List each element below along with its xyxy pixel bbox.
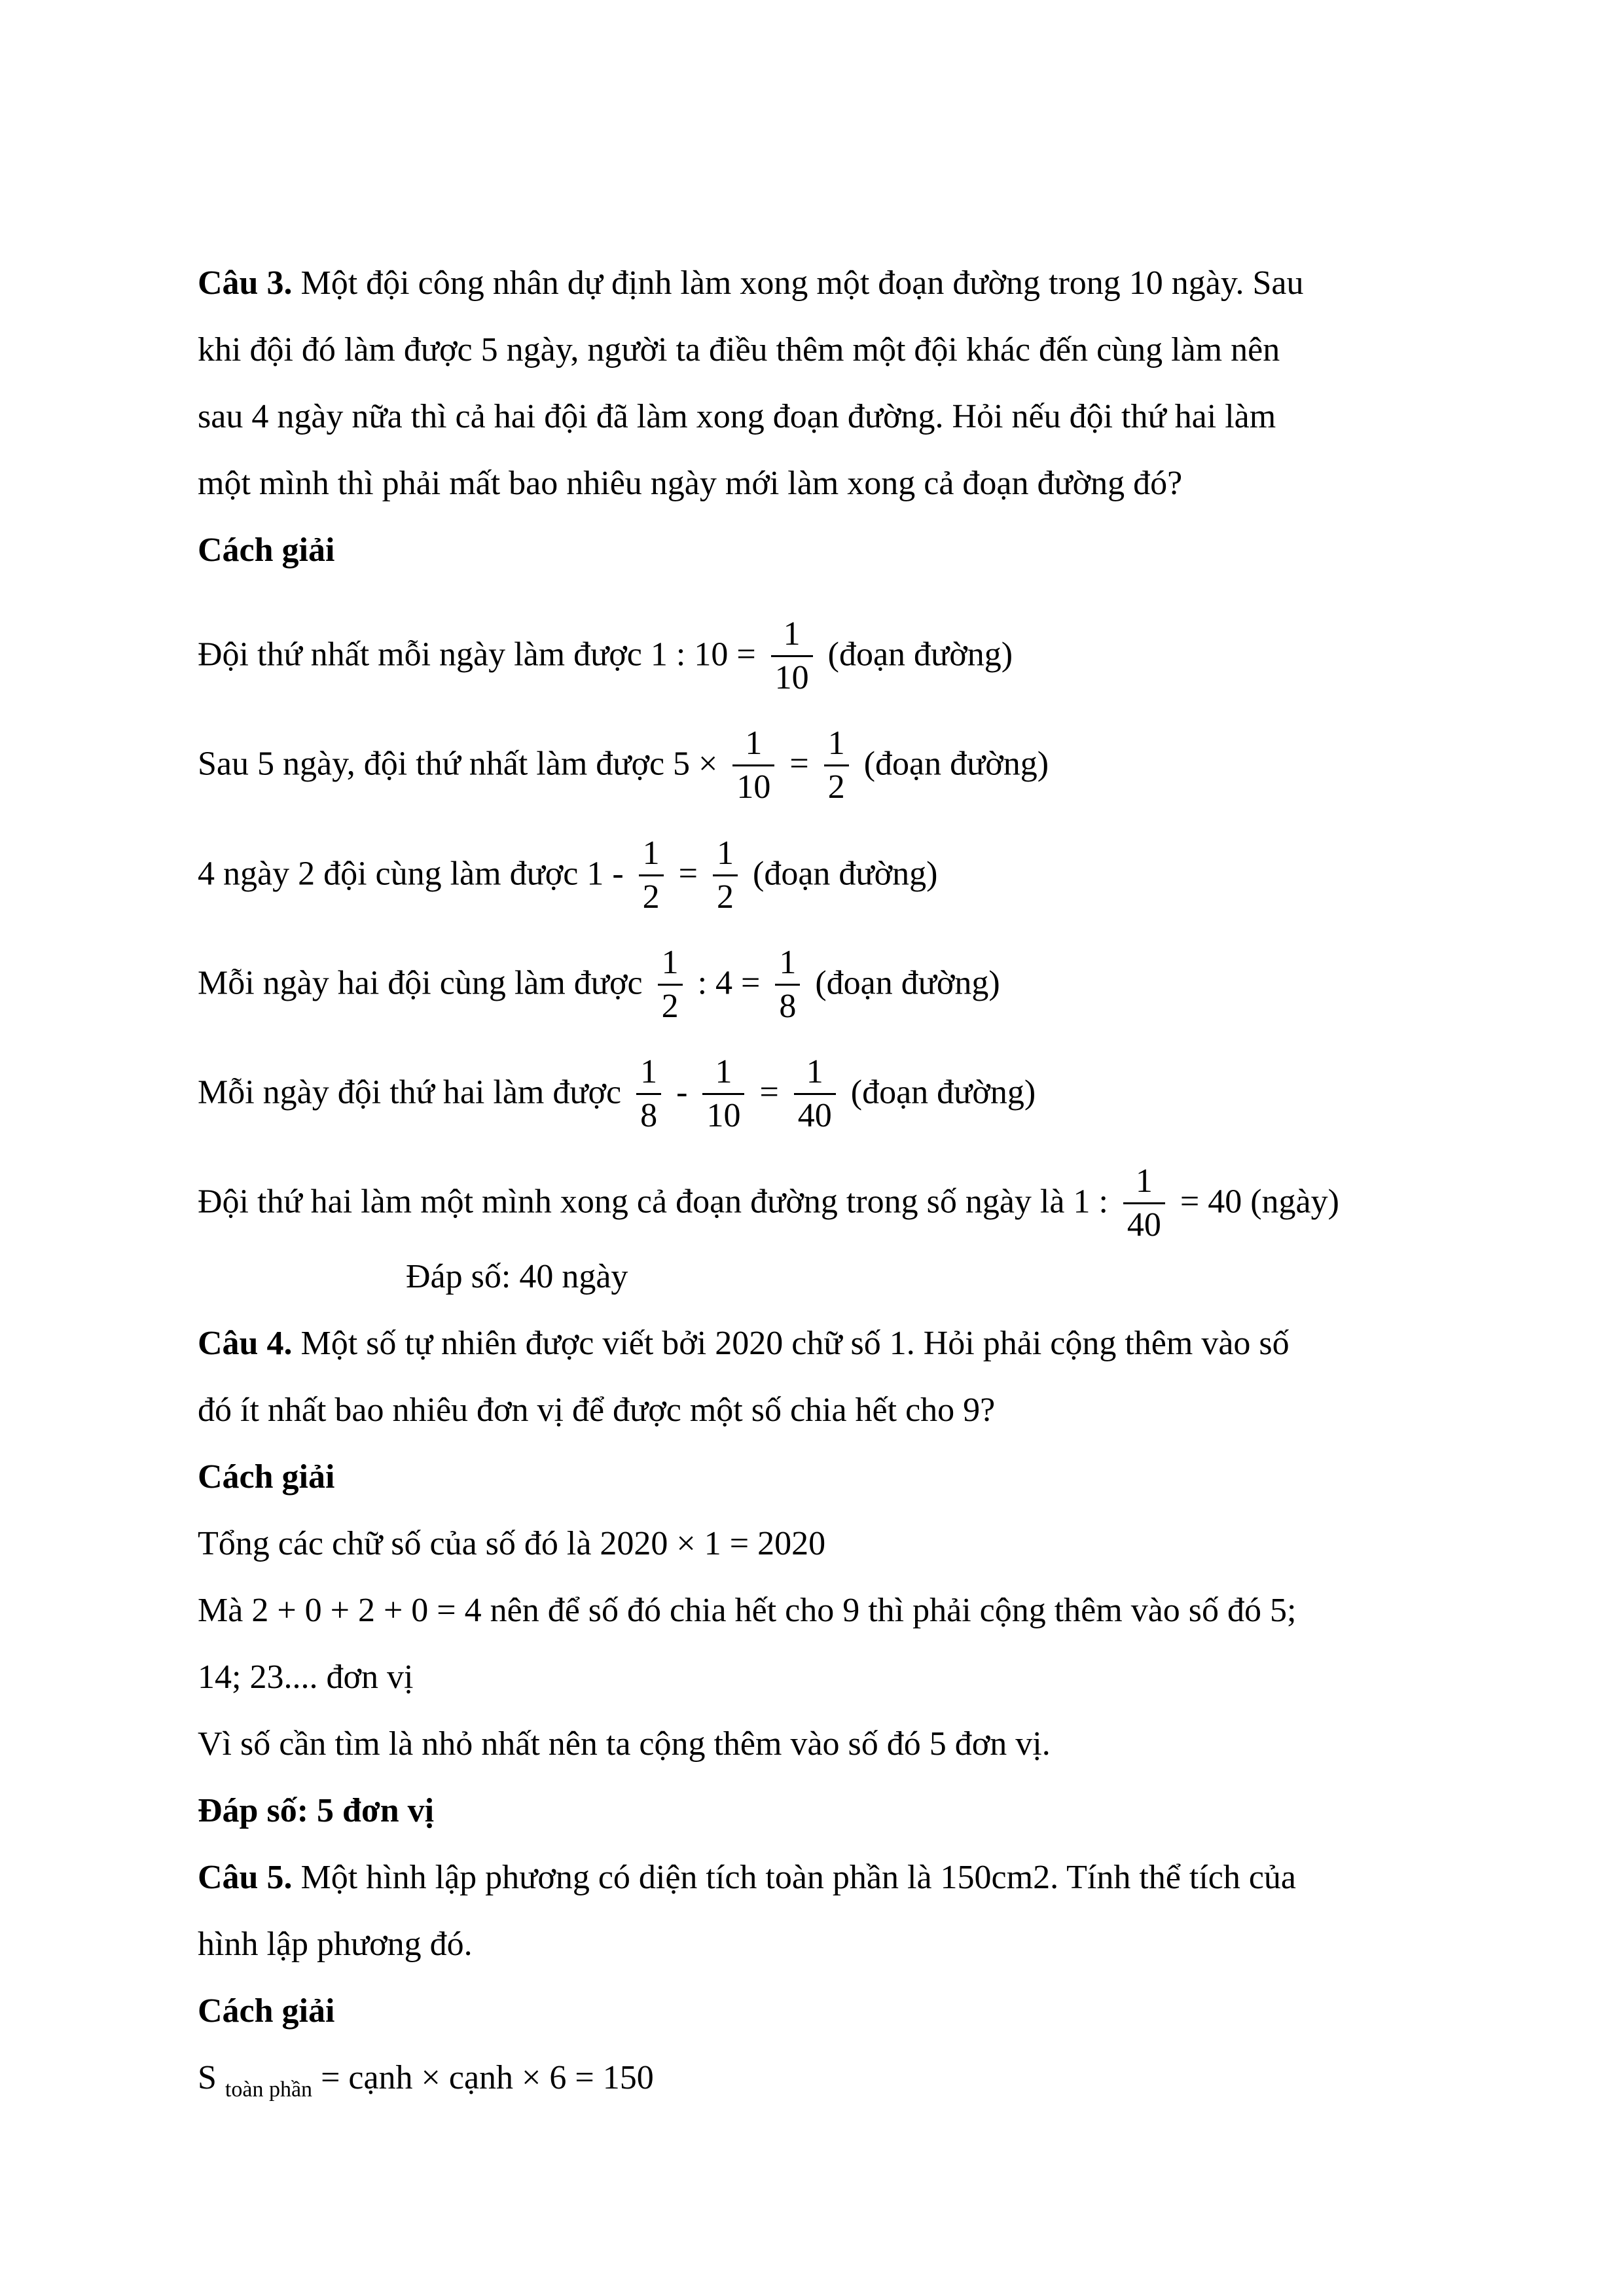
denominator: 8	[636, 1093, 661, 1133]
q4-sol-1: Tổng các chữ số của số đó là 2020 × 1 = 2020	[198, 1525, 826, 1562]
denominator: 10	[702, 1093, 744, 1133]
equals-sign: =	[789, 745, 809, 783]
q4-line-2: đó ít nhất bao nhiêu đơn vị để được một số chia hết cho 9?	[198, 1391, 996, 1429]
fraction	[713, 836, 738, 914]
step-text: 4 ngày 2 đội cùng làm được 1 -	[198, 855, 624, 893]
fraction	[794, 1055, 836, 1133]
q3-step-3	[198, 834, 938, 916]
fraction	[658, 946, 683, 1024]
q3-label: Câu 3.	[198, 264, 293, 302]
numerator: 1	[661, 944, 679, 981]
denominator: 10	[732, 764, 774, 804]
q3-text-1: Một đội công nhân dự định làm xong một đoạn đường trong 10 ngày. Sau	[300, 264, 1304, 302]
numerator: 1	[642, 834, 660, 872]
q5-text-1: Một hình lập phương có diện tích toàn phần là 150cm2. Tính thể tích của	[300, 1859, 1297, 1896]
fraction	[824, 726, 849, 804]
q4-answer: Đáp số: 5 đơn vị	[198, 1792, 435, 1829]
minus-sign: -	[676, 1073, 688, 1111]
q3-step-4	[198, 944, 1000, 1025]
step-text: Sau 5 ngày, đội thứ nhất làm được 5 ×	[198, 745, 718, 783]
numerator: 1	[806, 1053, 823, 1090]
q3-step-5	[198, 1053, 1036, 1134]
q3-method-heading: Cách giải	[198, 531, 335, 569]
formula-text: = cạnh × cạnh × 6 = 150	[321, 2059, 654, 2096]
q5-formula	[198, 2058, 654, 2102]
numerator: 1	[827, 725, 845, 762]
denominator: 10	[771, 655, 813, 695]
q5-line-1	[198, 1858, 1296, 1897]
step-text: Đội thứ nhất mỗi ngày làm được 1 : 10 =	[198, 636, 756, 673]
step-unit: (đoạn đường)	[863, 745, 1049, 783]
area-symbol: S	[198, 2059, 217, 2096]
q4-sol-2: Mà 2 + 0 + 2 + 0 = 4 nên để số đó chia hết cho 9 thì phải cộng thêm vào số đó 5;	[198, 1592, 1297, 1629]
q3-step-6	[198, 1162, 1339, 1244]
numerator: 1	[715, 1053, 732, 1090]
q3-answer: Đáp số: 40 ngày	[406, 1258, 628, 1295]
fraction	[639, 836, 664, 914]
q4-sol-3: 14; 23.... đơn vị	[198, 1659, 414, 1696]
step-unit: (đoạn đường)	[753, 855, 938, 893]
denominator: 2	[824, 764, 849, 804]
denominator: 2	[713, 874, 738, 914]
q3-line-4: một mình thì phải mất bao nhiêu ngày mới làm xong cả đoạn đường đó?	[198, 465, 1183, 502]
q4-label: Câu 4.	[198, 1325, 293, 1362]
q3-line-3: sau 4 ngày nữa thì cả hai đội đã làm xong đoạn đường. Hỏi nếu đội thứ hai làm	[198, 398, 1276, 435]
fraction	[732, 726, 774, 804]
numerator: 1	[1135, 1162, 1153, 1200]
denominator: 2	[658, 984, 683, 1024]
step-unit: (đoạn đường)	[815, 964, 1000, 1002]
numerator: 1	[717, 834, 734, 872]
q5-label: Câu 5.	[198, 1859, 293, 1896]
step-unit: (đoạn đường)	[827, 636, 1013, 673]
numerator: 1	[745, 725, 763, 762]
q3-step-2	[198, 725, 1049, 806]
fraction	[771, 617, 813, 695]
q4-line-1	[198, 1324, 1290, 1363]
step-text: Mỗi ngày đội thứ hai làm được	[198, 1073, 622, 1111]
q3-step-1	[198, 615, 1013, 696]
step-text: Mỗi ngày hai đội cùng làm được	[198, 964, 643, 1002]
q4-sol-4: Vì số cần tìm là nhỏ nhất nên ta cộng thêm vào số đó 5 đơn vị.	[198, 1725, 1051, 1763]
numerator: 1	[783, 615, 801, 653]
q5-method-heading: Cách giải	[198, 1992, 335, 2030]
denominator: 40	[1123, 1202, 1165, 1242]
step-unit: (đoạn đường)	[850, 1073, 1036, 1111]
fraction	[636, 1055, 661, 1133]
q5-line-2: hình lập phương đó.	[198, 1926, 473, 1963]
area-subscript: toàn phần	[225, 2077, 313, 2102]
fraction	[1123, 1164, 1165, 1242]
q3-line-2: khi đội đó làm được 5 ngày, người ta điều thêm một đội khác đến cùng làm nên	[198, 331, 1280, 368]
equals-sign: =	[759, 1073, 779, 1111]
numerator: 1	[779, 944, 797, 981]
fraction	[702, 1055, 744, 1133]
denominator: 2	[639, 874, 664, 914]
q3-line-1	[198, 264, 1304, 303]
numerator: 1	[640, 1053, 658, 1090]
step-operator: : 4 =	[697, 964, 761, 1002]
denominator: 8	[775, 984, 800, 1024]
q4-method-heading: Cách giải	[198, 1458, 335, 1496]
fraction	[775, 946, 800, 1024]
equals-sign: =	[678, 855, 698, 893]
step-text: Đội thứ hai làm một mình xong cả đoạn đường trong số ngày là 1 :	[198, 1183, 1108, 1221]
step-result: = 40 (ngày)	[1180, 1183, 1339, 1221]
q4-text-1: Một số tự nhiên được viết bởi 2020 chữ số 1. Hỏi phải cộng thêm vào số	[300, 1325, 1290, 1362]
denominator: 40	[794, 1093, 836, 1133]
